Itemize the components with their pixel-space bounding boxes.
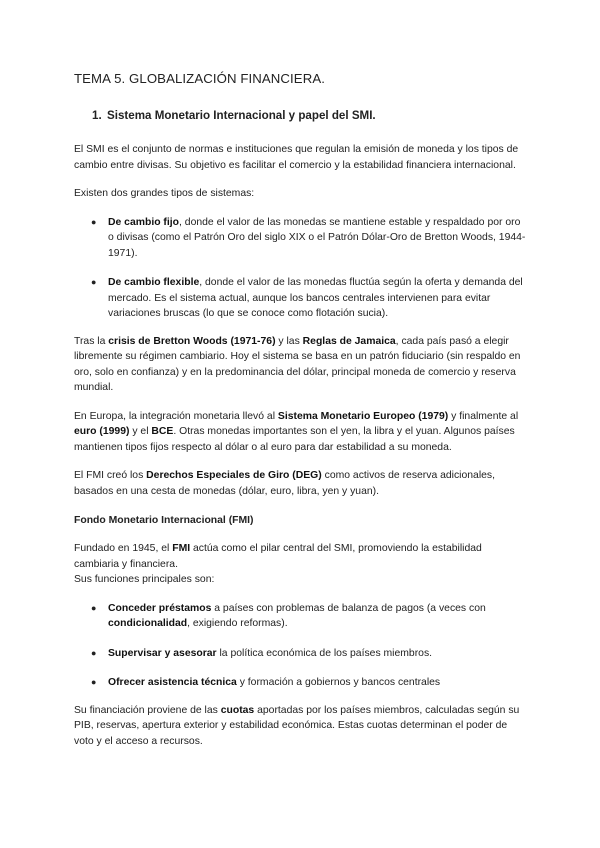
paragraph-fundado: Fundado en 1945, el FMI actúa como el pilar central del SMI, promoviendo la estabilidad cambiaria y financiera. Sus funciones principales son:	[74, 543, 482, 585]
list-item-asistencia: ● Ofrecer asistencia técnica y formación a gobiernos y bancos centrales	[74, 675, 526, 691]
paragraph-smi-definition: El SMI es el conjunto de normas e instituciones que regulan la emisión de moneda y los tipos de cambio entre divisas. Su objetivo es facilitar el comercio y la estabilidad financiera internacional.	[74, 144, 519, 171]
sistemas-list	[74, 215, 526, 322]
list-item-cambio-fijo: ● De cambio fijo, donde el valor de las monedas se mantiene estable y respaldado por oro o divisas (como el Patrón Oro del siglo XIX o el Patrón Dólar-Oro de Bretton Woods, 1944-1971).	[91, 216, 526, 259]
bullet-icon: ●	[91, 647, 97, 658]
paragraph-financiacion: Su financiación proviene de las cuotas aportadas por los países miembros, calculadas según su PIB, reservas, apertura exterior y estabilidad económica. Estas cuotas determinan el poder de voto y el acceso a recursos.	[74, 704, 520, 747]
funciones-list	[74, 601, 526, 691]
subheading-fmi: Fondo Monetario Internacional (FMI)	[74, 515, 254, 526]
section-heading-1	[92, 108, 526, 123]
section-label: Sistema Monetario Internacional y papel del SMI.	[107, 109, 376, 122]
bullet-icon: ●	[91, 216, 97, 227]
bullet-icon: ●	[91, 602, 97, 613]
bullet-icon: ●	[91, 277, 97, 287]
paragraph-europa: En Europa, la integración monetaria llevó al Sistema Monetario Europeo (1979) y finalmente al euro (1999) y el BCE. Otras monedas importantes son el yen, la libra y el yuan. Algunos países mantienen tipos fijos respecto al dólar o al euro para dar estabilidad a su moneda.	[74, 410, 519, 453]
list-item-cambio-flexible: ● De cambio flexible, donde el valor de las monedas fluctúa según la oferta y demanda del mercado. Es el sistema actual, aunque los bancos centrales intervienen para evitar variaciones bruscas (lo que se conoce como flotación sucia).	[91, 277, 523, 319]
paragraph-deg: El FMI creó los Derechos Especiales de Giro (DEG) como activos de reserva adicionales, basados en una cesta de monedas (dólar, euro, libra, yen y yuan).	[74, 470, 495, 497]
paragraph-tipos-intro: Existen dos grandes tipos de sistemas:	[74, 188, 255, 199]
paragraph-bretton-woods: Tras la crisis de Bretton Woods (1971-76) y las Reglas de Jamaica, cada país pasó a elegir libremente su régimen cambiario. Hoy el sistema se basa en un patrón fiduciario (sin respaldo en oro, solo en confianza) y en la predominancia del dólar, principal moneda de comercio y reserva mundial.	[74, 335, 521, 393]
list-item-prestamos: ● Conceder préstamos a países con problemas de balanza de pagos (a veces con condicionalidad, exigiendo reformas).	[91, 602, 486, 629]
section-number: 1.	[92, 109, 102, 122]
bullet-icon: ●	[91, 677, 97, 687]
list-item-supervisar: ● Supervisar y asesorar la política económica de los países miembros.	[74, 646, 526, 662]
document-title: TEMA 5. GLOBALIZACIÓN FINANCIERA.	[74, 71, 325, 86]
